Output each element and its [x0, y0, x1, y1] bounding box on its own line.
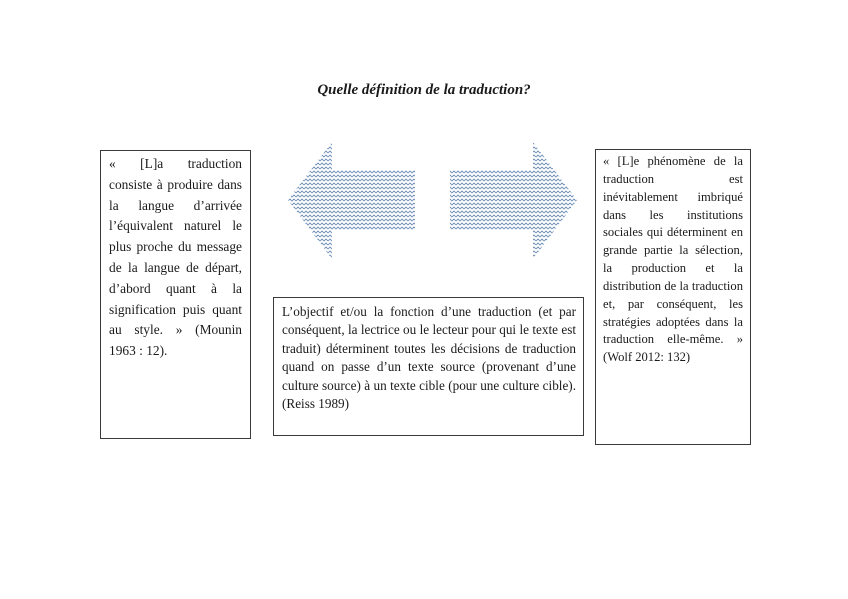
page-title: Quelle définition de la traduction? [317, 82, 531, 98]
quote-text-reiss: L’objectif et/ou la fonction d’une traduction (et par conséquent, la lectrice ou le lecteur pour qui le texte est traduit) déterminent toutes les décisions de traduction quand on passe d’un texte source (provenant d’une culture source) à un texte cible (pour une culture cible). (Reiss 1989) [282, 304, 576, 412]
double-arrow-diagram [280, 138, 580, 263]
quote-text-mounin: « [L]a traduction consiste à produire dans la langue d’arrivée l’équivalent naturel le plus proche du message de la langue de départ, d’abord quant à la signification puis quant au style. » (Mounin 1963 : 12). [109, 156, 242, 359]
quote-box-wolf [595, 149, 751, 445]
arrow-left-icon [288, 142, 415, 259]
quote-text-wolf: « [L]e phénomène de la traduction est inévitablement imbriqué dans les institutions sociales qui déterminent en grande partie la sélection, la production et la distribution de la traduction et, par conséquent, les stratégies adoptées dans la traduction elle-même. » (Wolf 2012: 132) [603, 154, 743, 365]
quote-box-reiss [273, 297, 584, 436]
arrow-right-icon [450, 142, 577, 259]
quote-box-mounin [100, 150, 251, 439]
